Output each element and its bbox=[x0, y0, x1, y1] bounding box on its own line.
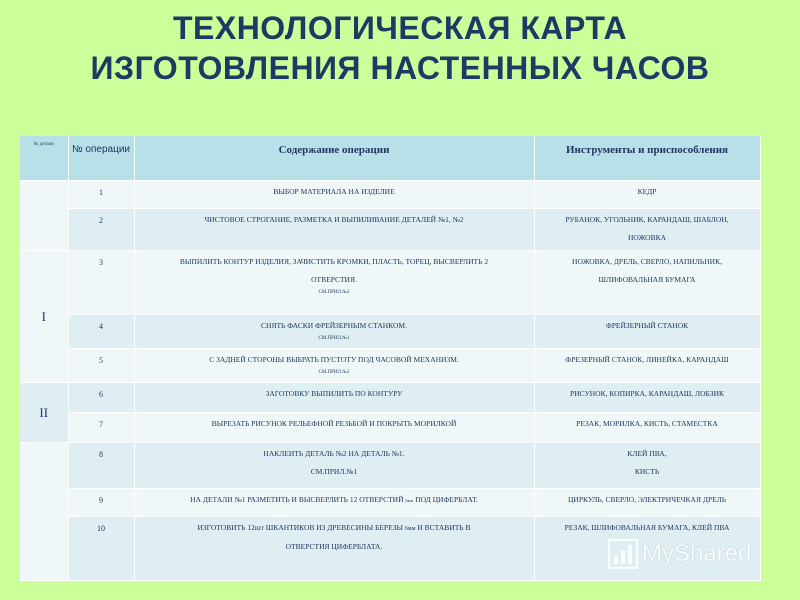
op-tools: КЛЕЙ ПВА, КИСТЬ bbox=[534, 442, 760, 488]
table-row bbox=[20, 314, 760, 348]
op-tools: ФРЕЙЗЕРНЫЙ СТАНОК bbox=[534, 314, 760, 348]
op-tools: РИСУНОК, КОПИРКА, КАРАНДАШ, ЛОБЗИК bbox=[534, 382, 760, 412]
op-number: 1 bbox=[68, 180, 134, 208]
op-number: 2 bbox=[68, 208, 134, 250]
bar-chart-icon bbox=[608, 538, 638, 570]
header-detail: № детали bbox=[20, 136, 68, 180]
header-tools: Инструменты и приспособления bbox=[534, 136, 760, 180]
table-row bbox=[20, 180, 760, 208]
header-content: Содержание операции bbox=[134, 136, 534, 180]
op-number: 5 bbox=[68, 348, 134, 382]
table-row bbox=[20, 412, 760, 442]
detail-group-blank bbox=[20, 180, 68, 250]
op-tools: КЕДР bbox=[534, 180, 760, 208]
title-line-2: ИЗГОТОВЛЕНИЯ НАСТЕННЫХ ЧАСОВ bbox=[90, 50, 710, 86]
watermark-text: MyShared bbox=[642, 540, 752, 567]
detail-group-2: II bbox=[20, 382, 68, 442]
op-tools: РЕЗАК, МОРИЛКА, КИСТЬ, СТАМЕСТКА bbox=[534, 412, 760, 442]
table-row bbox=[20, 348, 760, 382]
op-content: ИЗГОТОВИТЬ 12шт ШКАНТИКОВ ИЗ ДРЕВЕСИНЫ БЕРЕЗЫ 6мм И ВСТАВИТЬ В ОТВЕРСТИЯ ЦИФЕРБЛАТА. bbox=[134, 516, 534, 580]
op-content: ЧИСТОВОЕ СТРОГАНИЕ, РАЗМЕТКА И ВЫПИЛИВАНИЕ ДЕТАЛЕЙ №1, №2 bbox=[134, 208, 534, 250]
op-content: ВЫБОР МАТЕРИАЛА НА ИЗДЕЛИЕ bbox=[134, 180, 534, 208]
page-title bbox=[0, 8, 800, 88]
table-row bbox=[20, 488, 760, 516]
tech-card-table bbox=[20, 136, 760, 580]
op-content: СНЯТЬ ФАСКИ ФРЕЙЗЕРНЫМ СТАНКОМ. СМ.ПРИЛ.№1 bbox=[134, 314, 534, 348]
op-tools: ЦИРКУЛЬ, СВЕРЛО, ЭЛЕКТРИЧЕЧКАЯ ДРЕЛЬ bbox=[534, 488, 760, 516]
op-content: ВЫРЕЗАТЬ РИСУНОК РЕЛЬЕФНОЙ РЕЗЬБОЙ И ПОКРЫТЬ МОРИЛКОЙ bbox=[134, 412, 534, 442]
op-content: ЗАГОТОВКУ ВЫПИЛИТЬ ПО КОНТУРУ bbox=[134, 382, 534, 412]
table-row bbox=[20, 442, 760, 488]
op-number: 8 bbox=[68, 442, 134, 488]
table-row bbox=[20, 208, 760, 250]
op-tools: РУБАНОК, УГОЛЬНИК, КАРАНДАШ, ШАБЛОН, НОЖОВКА bbox=[534, 208, 760, 250]
op-content: ВЫПИЛИТЬ КОНТУР ИЗДЕЛИЯ, ЗАЧИСТИТЬ КРОМКИ, ПЛАСТЬ, ТОРЕЦ, ВЫСВЕРЛИТЬ 2 ОТВЕРСТИЯ. СМ.ПРИЛ.№2 bbox=[134, 250, 534, 314]
header-operation: № операции bbox=[68, 136, 134, 180]
op-content: С ЗАДНЕЙ СТОРОНЫ ВЫБРАТЬ ПУСТОТУ ПОД ЧАСОВОЙ МЕХАНИЗМ. СМ.ПРИЛ.№2 bbox=[134, 348, 534, 382]
table-row bbox=[20, 250, 760, 314]
title-line-1: ТЕХНОЛОГИЧЕСКАЯ КАРТА bbox=[172, 10, 628, 46]
op-number: 4 bbox=[68, 314, 134, 348]
op-tools: РЕЗАК, ШЛИФОВАЛЬНАЯ БУМАГА, КЛЕЙ ПВА bbox=[534, 516, 760, 580]
table-row bbox=[20, 382, 760, 412]
op-content: НА ДЕТАЛИ №1 РАЗМЕТИТЬ И ВЫСВЕРЛИТЬ 12 ОТВЕРСТИЙ 6мм ПОД ЦИФЕРБЛАТ. bbox=[134, 488, 534, 516]
op-tools: НОЖОВКА, ДРЕЛЬ, СВЕРЛО, НАПИЛЬНИК, ШЛИФОВАЛЬНАЯ БУМАГА bbox=[534, 250, 760, 314]
op-number: 3 bbox=[68, 250, 134, 314]
watermark bbox=[608, 536, 768, 572]
op-number: 7 bbox=[68, 412, 134, 442]
op-number: 9 bbox=[68, 488, 134, 516]
op-number: 10 bbox=[68, 516, 134, 580]
op-content: НАКЛЕИТЬ ДЕТАЛЬ №2 НА ДЕТАЛЬ №1. СМ.ПРИЛ.№1 bbox=[134, 442, 534, 488]
op-number: 6 bbox=[68, 382, 134, 412]
op-tools: ФРЕЗЕРНЫЙ СТАНОК, ЛИНЕЙКА, КАРАНДАШ bbox=[534, 348, 760, 382]
detail-group-1: I bbox=[20, 250, 68, 382]
detail-group-blank-2 bbox=[20, 442, 68, 580]
